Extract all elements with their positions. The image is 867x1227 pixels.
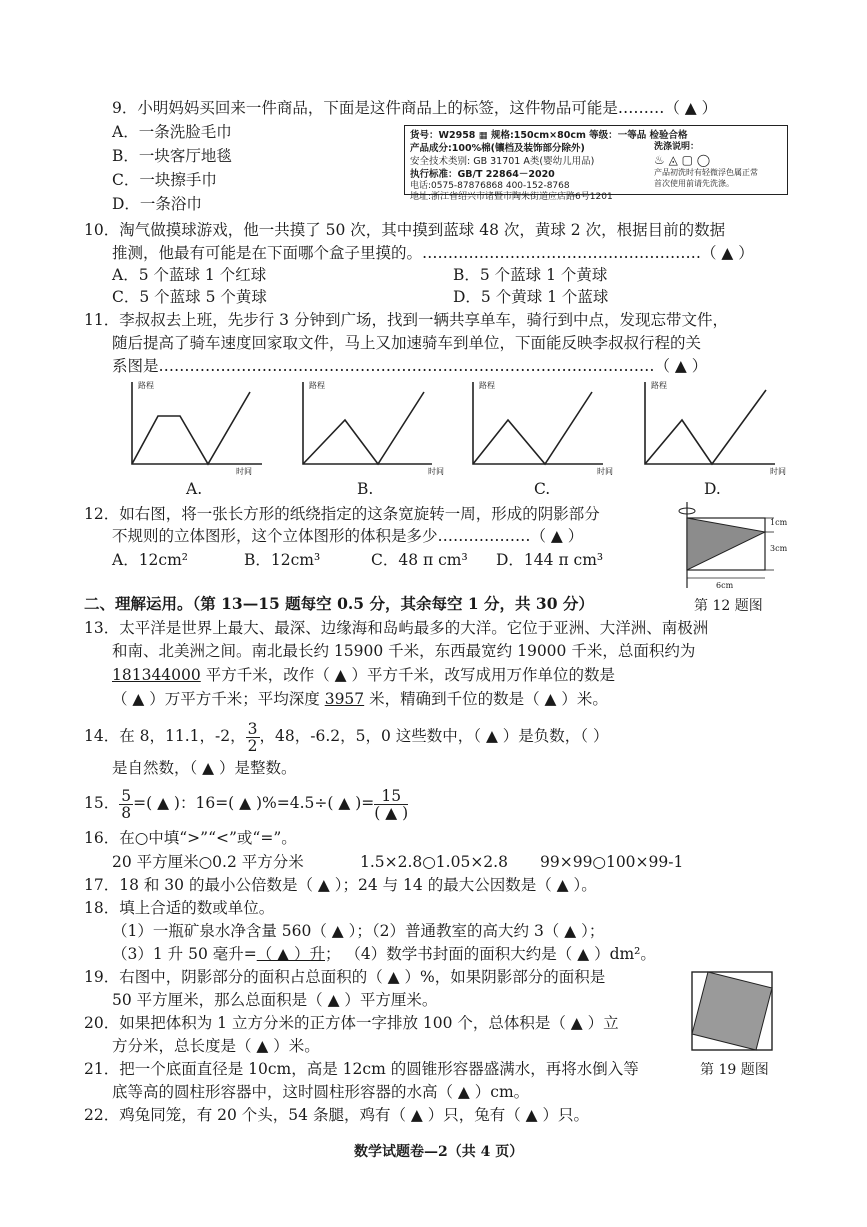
q10-option-d: D．5 个黄球 1 个蓝球 [453, 288, 609, 306]
q15-chain: =( ▲ )：16=( ▲ )%=4.5÷( ▲ )= [133, 794, 375, 812]
q12-caption: 第 12 题图 [694, 598, 763, 614]
section-2-title: 二、理解运用。（第 13—15 题每空 0.5 分，其余每空 1 分，共 30 分） [84, 594, 594, 613]
q18-part-3-4 [112, 944, 656, 964]
pacific-area-number: 181344000 [112, 666, 201, 684]
q19-line-1: 19．右图中，阴影部分的面积占总面积的（ ▲ ）%，如果阴影部分的面积是 [84, 968, 606, 986]
q9-option-d: D．一条浴巾 [112, 195, 202, 213]
q11-line-1: 11．李叔叔去上班，先步行 3 分钟到广场，找到一辆共享单车，骑行到中点，发现忘带文件， [84, 311, 728, 329]
tag-line-1: 货号：W2958 ▦ 规格:150cm×80cm 等级：一等品 检验合格 [410, 130, 688, 141]
q9-option-a: A．一条洗脸毛巾 [112, 123, 232, 141]
graph-d-label: D. [704, 480, 721, 498]
tag-line-2: 产品成分:100%棉(镶档及装饰部分除外) [410, 143, 585, 154]
q16-item-3: 99×99○100×99-1 [540, 853, 684, 871]
q13-line-4-a: （ ▲ ）万平方千米；平均深度 [112, 690, 325, 708]
q16-item-2: 1.5×2.8○1.05×2.8 [360, 853, 508, 871]
graph-a-axes [132, 382, 262, 464]
q19-caption: 第 19 题图 [700, 1062, 769, 1078]
graph-c-line [473, 392, 592, 464]
q15-line [84, 783, 408, 823]
q13-line-3 [112, 665, 615, 685]
q14-line-1-b: ，48，-6.2，5，0 这些数中，（ ▲ ）是负数，（ ） [259, 727, 609, 745]
product-tag [404, 125, 788, 202]
care-note-2: 首次使用前请先洗涤。 [654, 179, 734, 188]
q10-option-a: A．5 个蓝球 1 个红球 [112, 266, 267, 284]
q18-p3-a: （3）1 升 50 毫升= [112, 945, 257, 963]
q18-part-1-2: （1）一瓶矿泉水净含量 560（ ▲ ）；（2）普通教室的高大约 3（ ▲ ）； [112, 922, 605, 940]
graph-b-ylabel: 路程 [309, 381, 325, 390]
q12-option-a: A．12cm² [112, 551, 189, 569]
q16-item-1: 20 平方厘米○0.2 平方分米 [112, 853, 304, 871]
q12-option-c: C．48 π cm³ [371, 551, 468, 569]
tag-line-3: 安全技术类别: GB 31701 A类(婴幼儿用品) [410, 156, 595, 167]
q15-number: 15． [84, 794, 120, 812]
q12-option-d: D．144 π cm³ [496, 551, 604, 569]
graph-c-axes [473, 382, 603, 464]
q12-line-2: 不规则的立体图形，这个立体图形的体积是多少………………（ ▲ ） [112, 527, 584, 545]
q19-figure [690, 970, 776, 1054]
fraction-3-2 [246, 721, 260, 754]
q16-line-1: 16．在○中填“>”“<”或“=”。 [84, 829, 297, 847]
fraction-15-blank [374, 788, 408, 821]
graph-c-xlabel: 时间 [597, 467, 613, 476]
q12-dim-6cm: 6cm [716, 581, 734, 590]
q9-stem: 9．小明妈妈买回来一件商品，下面是这件商品上的标签，这件物品可能是………（ ▲ ） [112, 99, 718, 117]
q18-p3-c: ； （4）数学书封面的面积大约是（ ▲ ）dm²。 [325, 945, 656, 963]
q22-line: 22．鸡兔同笼，有 20 个头，54 条腿，鸡有（ ▲ ）只，兔有（ ▲ ）只。 [84, 1106, 590, 1124]
q12-dim-1cm: 1cm [770, 518, 788, 527]
q14-line-2: 是自然数，（ ▲ ）是整数。 [112, 759, 297, 777]
q10-line-1: 10．淘气做摸球游戏，他一共摸了 50 次，其中摸到蓝球 48 次，黄球 2 次，根据目前的数据 [84, 221, 726, 239]
q13-line-2: 和南、北美洲之间。南北最长约 15900 千米，东西最宽约 19000 千米，总面积约为 [112, 642, 696, 660]
q10-option-b: B．5 个蓝球 1 个黄球 [453, 266, 608, 284]
q11-graphs [0, 380, 867, 500]
q13-line-3-rest: 平方千米，改作（ ▲ ）平方千米，改写成用万作单位的数是 [200, 666, 615, 684]
graph-b-label: B. [357, 480, 374, 498]
graph-d-xlabel: 时间 [770, 467, 786, 476]
frac-num: 5 [121, 786, 132, 805]
q9-option-c: C．一块擦手巾 [112, 171, 217, 189]
graph-d-ylabel: 路程 [651, 381, 667, 390]
q20-line-1: 20．如果把体积为 1 立方分米的正方体一字排放 100 个，总体积是（ ▲ ）立 [84, 1014, 619, 1032]
frac-den: ( ▲ ) [374, 803, 409, 822]
graph-a-label: A. [186, 480, 203, 498]
frac-num: 3 [247, 719, 258, 738]
q10-line-2: 推测，他最有可能是在下面哪个盒子里摸的。………………………………………………（ ▲ ） [112, 244, 754, 262]
tag-line-4: 执行标准：GB/T 22864－2020 [410, 169, 555, 180]
graph-a-ylabel: 路程 [138, 381, 154, 390]
graph-a-line [132, 392, 250, 464]
care-title: 洗涤说明： [654, 142, 700, 152]
q14-line-1 [84, 716, 608, 756]
care-note-1: 产品初洗时有轻微浮色属正常 [654, 168, 758, 177]
tag-line-5: 电话:0575-87876868 400-152-8768 [410, 181, 570, 191]
q19-line-2: 50 平方厘米，那么总面积是（ ▲ ）平方厘米。 [112, 991, 438, 1009]
q14-line-1-a: 14．在 8，11.1，-2， [84, 727, 246, 745]
tag-line-6: 地址:浙江省绍兴市诸暨市陶朱街道应店路6号1201 [410, 192, 613, 202]
frac-den: 8 [121, 803, 132, 822]
frac-num: 15 [374, 788, 408, 805]
frac-den: 2 [247, 736, 258, 755]
q13-line-1: 13．太平洋是世界上最大、最深、边缘海和岛屿最多的大洋。它位于亚洲、大洋洲、南极洲 [84, 619, 709, 637]
graph-b-xlabel: 时间 [428, 467, 444, 476]
graph-b-axes [303, 382, 432, 464]
fraction-5-8 [119, 788, 133, 821]
q20-line-2: 方分米，总长度是（ ▲ ）米。 [112, 1037, 320, 1055]
graph-c-ylabel: 路程 [479, 381, 495, 390]
q13-line-4 [112, 689, 608, 709]
graph-a-xlabel: 时间 [236, 467, 252, 476]
q10-option-c: C．5 个蓝球 5 个黄球 [112, 288, 267, 306]
q11-line-2: 随后提高了骑车速度回家取文件，马上又加速骑车到单位，下面能反映李叔叔行程的关 [112, 334, 702, 352]
graph-d-line [645, 390, 766, 464]
q18-p3-blank: （ ▲ ）升 [256, 945, 325, 963]
q12-option-b: B．12cm³ [244, 551, 321, 569]
graph-d-axes [645, 382, 775, 464]
graph-b-line [303, 392, 424, 464]
q17-line: 17．18 和 30 的最小公倍数是（ ▲ ）；24 与 14 的最大公因数是（ ▲ ）。 [84, 876, 597, 894]
care-symbols-icon: ♨ ◬ ▢ ◯ [654, 153, 711, 167]
graph-c-label: C. [534, 480, 551, 498]
q12-dim-3cm: 3cm [770, 544, 788, 553]
page-footer: 数学试题卷—2（共 4 页） [354, 1144, 524, 1160]
q9-option-b: B．一块客厅地毯 [112, 147, 232, 165]
q21-line-1: 21．把一个底面直径是 10cm，高是 12cm 的圆锥形容器盛满水，再将水倒入等 [84, 1060, 639, 1078]
q18-line-1: 18．填上合适的数或单位。 [84, 899, 275, 917]
q11-line-3: 系图是……………………………………………………………………………………（ ▲ ） [112, 357, 708, 375]
q12-line-1: 12．如右图，将一张长方形的纸绕指定的这条宽旋转一周，形成的阴影部分 [84, 505, 600, 523]
pacific-depth-number: 3957 [324, 690, 365, 708]
q21-line-2: 底等高的圆柱形容器中，这时圆柱形容器的水高（ ▲ ）cm。 [112, 1083, 530, 1101]
q13-line-4-c: 米，精确到千位的数是（ ▲ ）米。 [364, 690, 608, 708]
